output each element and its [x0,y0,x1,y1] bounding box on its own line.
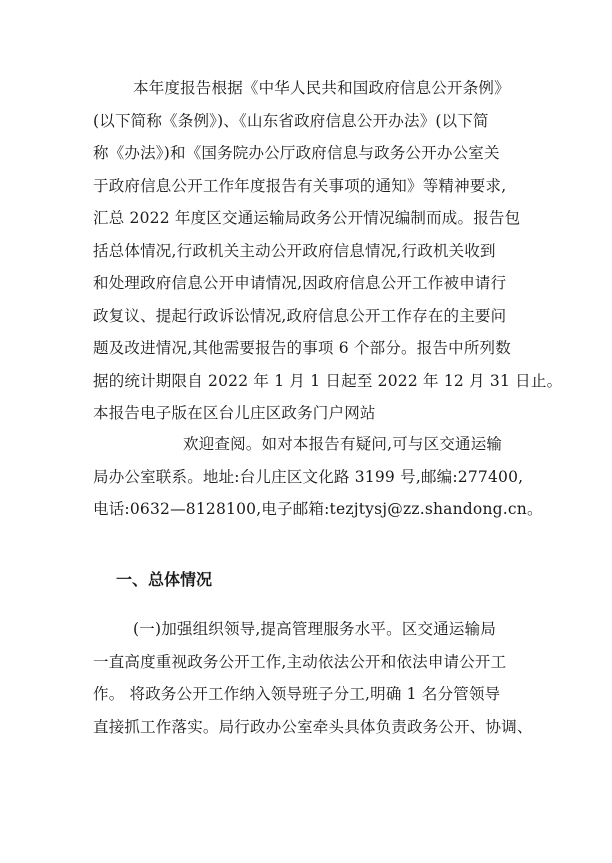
intro-line-1: 本年度报告根据《中华人民共和国政府信息公开条例》 [133,79,510,97]
intro-line-7: 和处理政府信息公开申请情况,因政府信息公开工作被申请行 [93,274,507,292]
intro-line-8: 政复议、提起行政诉讼情况,政府信息公开工作存在的主要问 [93,306,507,325]
contact-paragraph [93,428,543,526]
section-line-1: (一)加强组织领导,提高管理服务水平。区交通运输局 [133,620,497,638]
intro-line-5: 汇总 2022 年度区交通运输局政务公开情况编制而成。报告包 [93,209,521,227]
intro-line-11: 本报告电子版在区台儿庄区政务门户网站 [93,404,376,422]
section-line-2: 一直高度重视政务公开工作,主动依法公开和依法申请公开工 [93,652,507,671]
intro-line-6: 括总体情况,行政机关主动公开政府信息情况,行政机关收到 [93,241,496,260]
contact-line-1: 欢迎查阅。如对本报告有疑问,可与区交通运输 [183,435,503,453]
intro-line-2: (以下简称《条例》)、《山东省政府信息公开办法》(以下简 [93,111,489,130]
section-paragraph [93,613,533,743]
contact-line-3: 电话:0632—8128100,电子邮箱:tezjtysj@zz.shandong.cn。 [93,500,543,518]
section-line-3: 作。 将政务公开工作纳入领导班子分工,明确 1 名分管领导 [93,685,501,703]
intro-line-10: 据的统计期限自 2022 年 1 月 1 日起至 2022 年 12 月 31 日止。 [93,371,563,390]
contact-line-2: 局办公室联系。地址:台儿庄区文化路 3199 号,邮编:277400, [93,467,524,486]
intro-paragraph [93,72,563,430]
section-line-4: 直接抓工作落实。局行政办公室牵头具体负责政务公开、协调、 [93,717,533,736]
section-heading: 一、总体情况 [116,570,213,589]
intro-line-9: 题及改进情况,其他需要报告的事项 6 个部分。报告中所列数 [93,339,511,357]
intro-line-3: 称《办法》)和《国务院办公厅政府信息与政务公开办公室关 [93,144,500,162]
intro-line-4: 于政府信息公开工作年度报告有关事项的通知》等精神要求, [93,176,507,195]
